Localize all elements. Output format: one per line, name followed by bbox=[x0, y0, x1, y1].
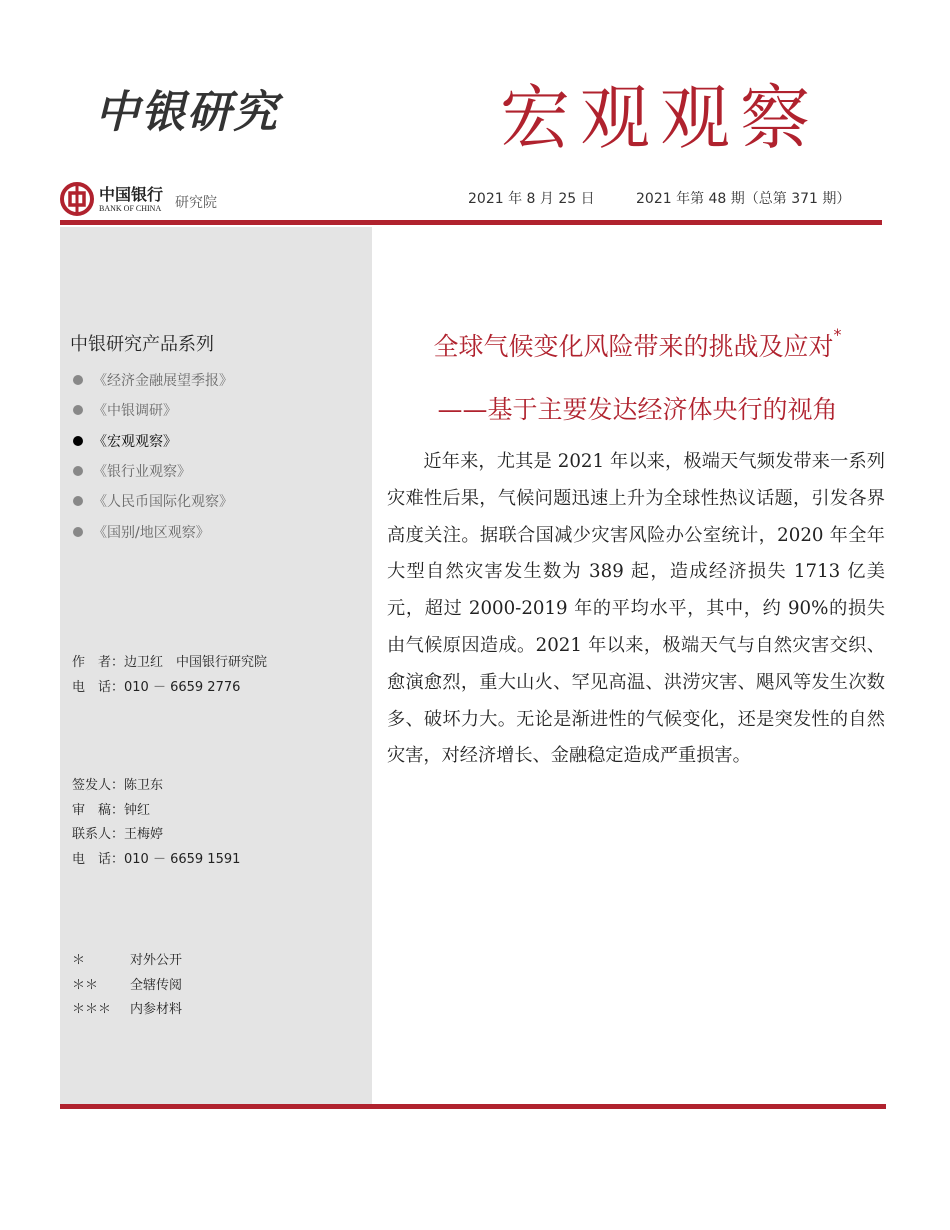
reviewer-line: 审 稿：钟红 bbox=[72, 802, 151, 818]
contact-phone-line: 电 话：010 － 6659 1591 bbox=[72, 851, 241, 867]
publish-date: 2021 年 8 月 25 日 bbox=[468, 191, 595, 207]
legend-public: ＊ 对外公开 bbox=[72, 953, 183, 968]
author-line: 作 者：边卫红 中国银行研究院 bbox=[72, 655, 268, 670]
series-item-outlook: 《经济金融展望季报》 bbox=[70, 365, 233, 395]
bullet-icon bbox=[73, 527, 83, 537]
bank-of-china-logo-icon bbox=[60, 182, 94, 216]
bullet-icon bbox=[73, 496, 83, 506]
brand-calligraphy-logo: 中银研究 bbox=[95, 87, 279, 138]
series-title: 宏观观察 bbox=[500, 77, 820, 159]
bullet-icon bbox=[73, 405, 83, 415]
product-series-list bbox=[70, 365, 233, 547]
series-item-research: 《中银调研》 bbox=[70, 395, 233, 425]
approval-info bbox=[72, 774, 240, 872]
author-phone-line: 电 话：010 － 6659 2776 bbox=[72, 679, 241, 695]
legend-confidential: ＊＊＊ 内参材料 bbox=[72, 1002, 183, 1017]
bullet-icon bbox=[73, 436, 83, 446]
article-subtitle: ——基于主要发达经济体央行的视角 bbox=[437, 395, 838, 424]
author-info bbox=[72, 651, 267, 700]
legend-internal: ＊＊ 全辖传阅 bbox=[72, 977, 183, 993]
title-footnote-mark: * bbox=[833, 325, 842, 344]
distribution-legend bbox=[72, 949, 182, 1023]
header-divider bbox=[60, 220, 882, 225]
series-heading: 中银研究产品系列 bbox=[70, 334, 214, 355]
contact-line: 联系人：王梅婷 bbox=[72, 827, 164, 842]
issue-number: 2021 年第 48 期（总第 371 期） bbox=[636, 191, 851, 207]
series-item-country: 《国别/地区观察》 bbox=[70, 516, 233, 546]
footer-divider bbox=[60, 1104, 886, 1109]
article-body: 近年来，尤其是 2021 年以来，极端天气频发带来一系列灾难性后果，气候问题迅速上升为全球性热议话题，引发各界高度关注。据联合国减少灾害风险办公室统计，2020 年全年大型自然灾害发生数为 389 起，造成经济损失 1713 亿美元，超过 2000-2019 年的平均水平，其中，约 90%的损失由气候原因造成。2021 年以来，极端天气与自然灾害交织、愈演愈烈，重大山火、罕见高温、洪涝灾害、飓风等发生次数多、破坏力大。无论是渐进性的气候变化，还是突发性的自然灾害，对经济增长、金融稳定造成严重损害。 bbox=[387, 451, 885, 767]
institute-label: 研究院 bbox=[175, 195, 217, 211]
bank-name-en: BANK OF CHINA bbox=[99, 204, 162, 213]
bullet-icon bbox=[73, 466, 83, 476]
series-item-rmb: 《人民币国际化观察》 bbox=[70, 486, 233, 516]
article-title: 全球气候变化风险带来的挑战及应对* bbox=[433, 325, 842, 361]
bank-name-cn: 中国银行 bbox=[99, 185, 164, 204]
bullet-icon bbox=[73, 375, 83, 385]
series-item-banking: 《银行业观察》 bbox=[70, 456, 233, 486]
series-item-macro: 《宏观观察》 bbox=[70, 426, 233, 456]
issuer-line: 签发人：陈卫东 bbox=[72, 778, 164, 793]
